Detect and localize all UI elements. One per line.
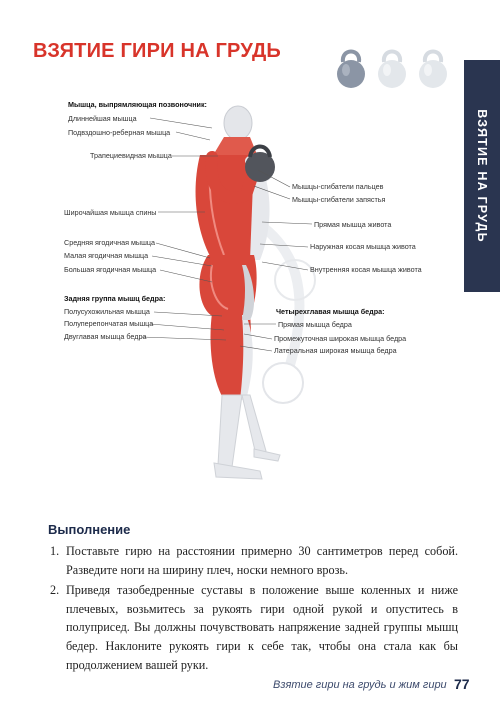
list-item xyxy=(48,542,458,579)
label-rectus-femoris: Прямая мышца бедра xyxy=(278,320,352,329)
side-tab-label: ВЗЯТИЕ НА ГРУДЬ xyxy=(475,109,489,243)
label-gluteus-minimus: Малая ягодичная мышца xyxy=(64,251,149,260)
kettlebell-icon xyxy=(375,44,409,90)
page-title: ВЗЯТИЕ ГИРИ НА ГРУДЬ xyxy=(33,40,281,62)
label-rectus-abdominis: Прямая мышца живота xyxy=(314,220,392,229)
label-trapezius: Трапециевидная мышца xyxy=(90,151,172,160)
label-internal-oblique: Внутренняя косая мышца живота xyxy=(310,265,422,274)
chapter-side-tab xyxy=(464,60,500,292)
label-erector-spinae: Мышца, выпрямляющая позвоночник: xyxy=(68,100,207,109)
label-wrist-flexors: Мышцы-сгибатели запястья xyxy=(292,195,386,204)
label-vastus-intermedius: Промежуточная широкая мышца бедра xyxy=(274,334,407,343)
label-latissimus: Широчайшая мышца спины xyxy=(64,208,157,217)
label-iliocostalis: Подвздошно-реберная мышца xyxy=(68,128,171,137)
kettlebell-icon xyxy=(334,44,368,90)
kettlebell-icon xyxy=(416,44,450,90)
step-number: 1. xyxy=(50,544,60,558)
label-vastus-lateralis: Латеральная широкая мышца бедра xyxy=(274,346,397,355)
step-number: 2. xyxy=(50,583,60,598)
running-title: Взятие гири на грудь и жим гири xyxy=(273,679,447,691)
label-gluteus-medius: Средняя ягодичная мышца xyxy=(64,238,155,247)
execution-heading: Выполнение xyxy=(48,522,131,537)
execution-steps xyxy=(48,542,458,676)
difficulty-indicator xyxy=(334,44,450,90)
label-longissimus: Длиннейшая мышца xyxy=(68,114,137,123)
ghost-kettlebell-icon xyxy=(263,363,303,403)
label-hamstrings-group: Задняя группа мышц бедра: xyxy=(64,294,166,303)
list-item xyxy=(48,581,458,674)
page-number: 77 xyxy=(454,676,470,692)
anatomy-illustration xyxy=(150,95,460,505)
label-semimembranosus: Полуперепончатая мышца xyxy=(64,319,154,328)
label-gluteus-maximus: Большая ягодичная мышца xyxy=(64,265,157,274)
label-quadriceps-group: Четырехглавая мышца бедра: xyxy=(276,307,385,316)
step-text: Приведя тазобедренные суставы в положение выше коленных и ниже плечевых, возьмитесь за рукоять гири одной рукой и опуститесь в полуприсед. Вы должны почувствовать напряжение задней группы мышц бедер. Наклоните рукоять гири к себе так, чтобы она стала как бы продолжением вашей руки. xyxy=(66,583,458,672)
step-text: Поставьте гирю на расстоянии примерно 30 сантиметров перед собой. Разведите ноги на ширину плеч, носки немного врозь. xyxy=(66,544,458,577)
label-external-oblique: Наружная косая мышца живота xyxy=(310,242,416,251)
label-semitendinosus: Полусухожильная мышца xyxy=(64,307,150,316)
label-finger-flexors: Мышцы-сгибатели пальцев xyxy=(292,182,384,191)
label-biceps-femoris: Двуглавая мышца бедра xyxy=(64,332,147,341)
